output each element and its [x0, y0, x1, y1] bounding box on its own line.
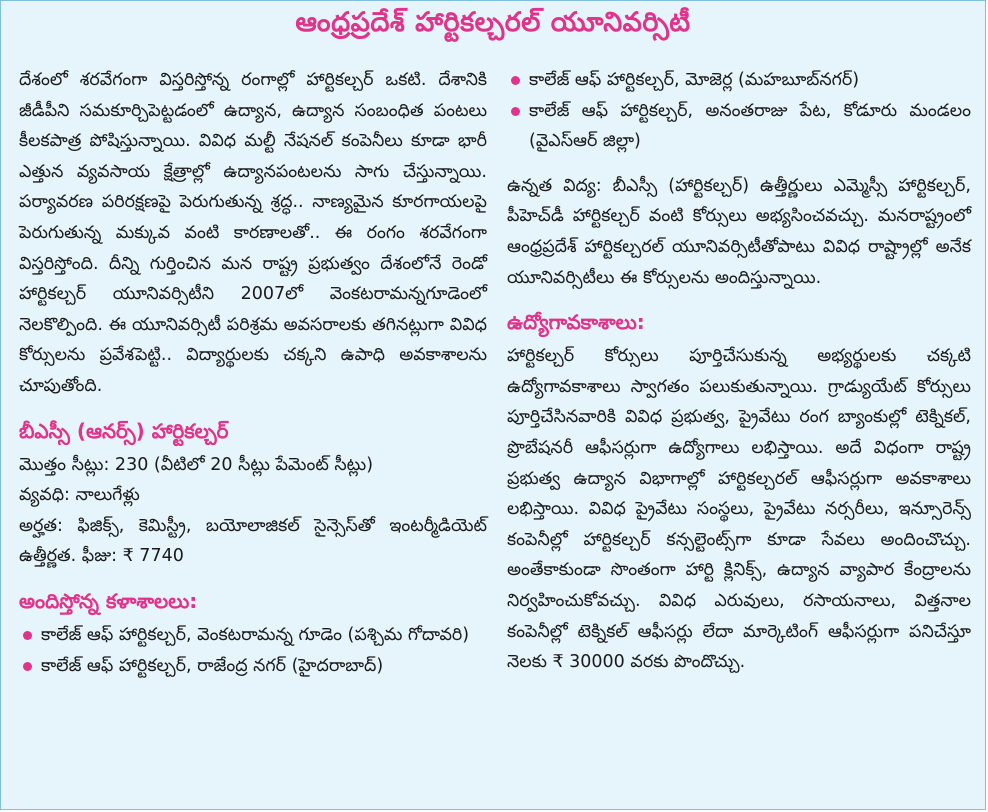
bullet-icon	[511, 107, 520, 116]
list-item	[507, 65, 971, 96]
left-column	[19, 65, 487, 681]
list-item	[507, 96, 971, 157]
list-item	[19, 651, 487, 682]
bullet-icon	[23, 631, 32, 640]
college-name: కాలేజ్ ఆఫ్ హార్టికల్చర్, అనంతరాజు పేట, కోడూరు మండలం (వైఎస్ఆర్ జిల్లా)	[529, 100, 971, 152]
intro-paragraph: దేశంలో శరవేగంగా విస్తరిస్తోన్న రంగాల్లో హార్టికల్చర్ ఒకటి. దేశానికి జీడీపీని సమకూర్చిపెట్టడంలో ఉద్యాన, ఉద్యాన సంబంధిత పంటలు కీలకపాత్ర పోషిస్తున్నాయి. వివిధ మల్టీ నేషనల్ కంపెనీలు కూడా భారీ ఎత్తున వ్యవసాయ క్షేత్రాల్లో ఉద్యానపంటలను సాగు చేస్తున్నాయి. పర్యావరణ పరిరక్షణపై పెరుగుతున్న శ్రద్ధ.. నాణ్యమైన కూరగాయలపై పెరుగుతున్న మక్కువ వంటి కారణాలతో.. ఈ రంగం శరవేగంగా విస్తరిస్తోంది. దీన్ని గుర్తించిన మన రాష్ట్ర ప్రభుత్వం దేశంలోనే రెండో హార్టికల్చర్ యూనివర్సిటీని 2007లో వెంకటరామన్నగూడెంలో నెలకొల్పింది. ఈ యూనివర్సిటీ పరిశ్రమ అవసరాలకు తగినట్లుగా వివిధ కోర్సులను ప్రవేశపెట్టి.. విద్యార్థులకు చక్కని ఉపాధి అవకాశాలను చూపుతోంది.	[19, 70, 487, 396]
bullet-icon	[23, 662, 32, 671]
article-title: ఆంధ్రప్రదేశ్ హార్టికల్చరల్ యూనివర్సిటీ	[295, 7, 691, 38]
course-duration: వ్యవధి: నాలుగేళ్లు	[19, 485, 140, 506]
right-column	[507, 65, 971, 678]
higher-studies-paragraph: ఉన్నత విద్య: బీఎస్సీ (హార్టికల్చర్) ఉత్తీర్ణులు ఎమ్మెస్సీ హార్టికల్చర్, పీహెచ్‌డీ హార్టికల్చర్ వంటి కోర్సులు అభ్యసించవచ్చు. మనరాష్ట్రంలో ఆంధ్రప్రదేశ్ హార్టికల్చరల్ యూనివర్సిటీతోపాటు వివిధ రాష్ట్రాల్లో అనేక యూనివర్సిటీలు ఈ కోర్సులను అందిస్తున్నాయి.	[507, 175, 971, 288]
colleges-list-left	[19, 620, 487, 681]
course-heading: బీఎస్సీ (ఆనర్స్) హార్టికల్చర్	[19, 418, 229, 443]
course-eligibility: అర్హత: ఫిజిక్స్, కెమిస్ట్రీ, బయోలాజికల్ సైన్సెస్‌తో ఇంటర్మీడియెట్ ఉత్తీర్ణత. ఫీజు: ₹ 7740	[19, 515, 487, 567]
bullet-icon	[511, 76, 520, 85]
college-name: కాలేజ్ ఆఫ్ హార్టికల్చర్, రాజేంద్ర నగర్ (హైదరాబాద్)	[41, 655, 384, 676]
college-name: కాలేజ్ ఆఫ్ హార్టికల్చర్, మోజెర్ల (మహబూబ్‌నగర్)	[529, 70, 860, 90]
jobs-paragraph: హార్టికల్చర్ కోర్సులు పూర్తిచేసుకున్న అభ్యర్థులకు చక్కటి ఉద్యోగావకాశాలు స్వాగతం పలుకుతున్నాయి. గ్రాడ్యుయేట్ కోర్సులు పూర్తిచేసినవారికి వివిధ ప్రభుత్వ, ప్రైవేటు రంగ బ్యాంకుల్లో టెక్నికల్, ప్రొబేషనరీ ఆఫీసర్లుగా ఉద్యోగాలు లభిస్తాయి. అదే విధంగా రాష్ట్ర ప్రభుత్వ ఉద్యాన విభాగాల్లో హార్టికల్చరల్ ఆఫీసర్లుగా అవకాశాలు లభిస్తాయి. వివిధ ప్రైవేటు సంస్థలు, ప్రైవేటు నర్సరీలు, ఇన్సూరెన్స్ కంపెనీల్లో హార్టికల్చర్ కన్సల్టెంట్స్‌గా కూడా సేవలు అందించొచ్చు. అంతేకాకుండా సొంతంగా హార్టి క్లినిక్స్, ఉద్యాన వ్యాపార కేంద్రాలను నిర్వహించుకోవచ్చు. వివిధ ఎరువులు, రసాయనాలు, విత్తనాల కంపెనీల్లో టెక్నికల్ ఆఫీసర్లు లేదా మార్కెటింగ్ ఆఫీసర్లుగా పనిచేస్తూ నెలకు ₹ 30000 వరకు పొందొచ్చు.	[507, 346, 971, 673]
colleges-heading: అందిస్తోన్న కళాశాలలు:	[19, 588, 198, 613]
college-name: కాలేజ్ ఆఫ్ హార్టికల్చర్, వెంకటరామన్న గూడెం (పశ్చిమ గోదావరి)	[41, 624, 470, 645]
colleges-list-right	[507, 65, 971, 157]
spacer	[507, 157, 971, 171]
list-item	[19, 620, 487, 651]
jobs-heading: ఉద్యోగావకాశాలు:	[507, 310, 645, 335]
course-seats: మొత్తం సీట్లు: 230 (వీటిలో 20 సీట్లు పేమెంట్ సీట్లు)	[19, 454, 374, 475]
